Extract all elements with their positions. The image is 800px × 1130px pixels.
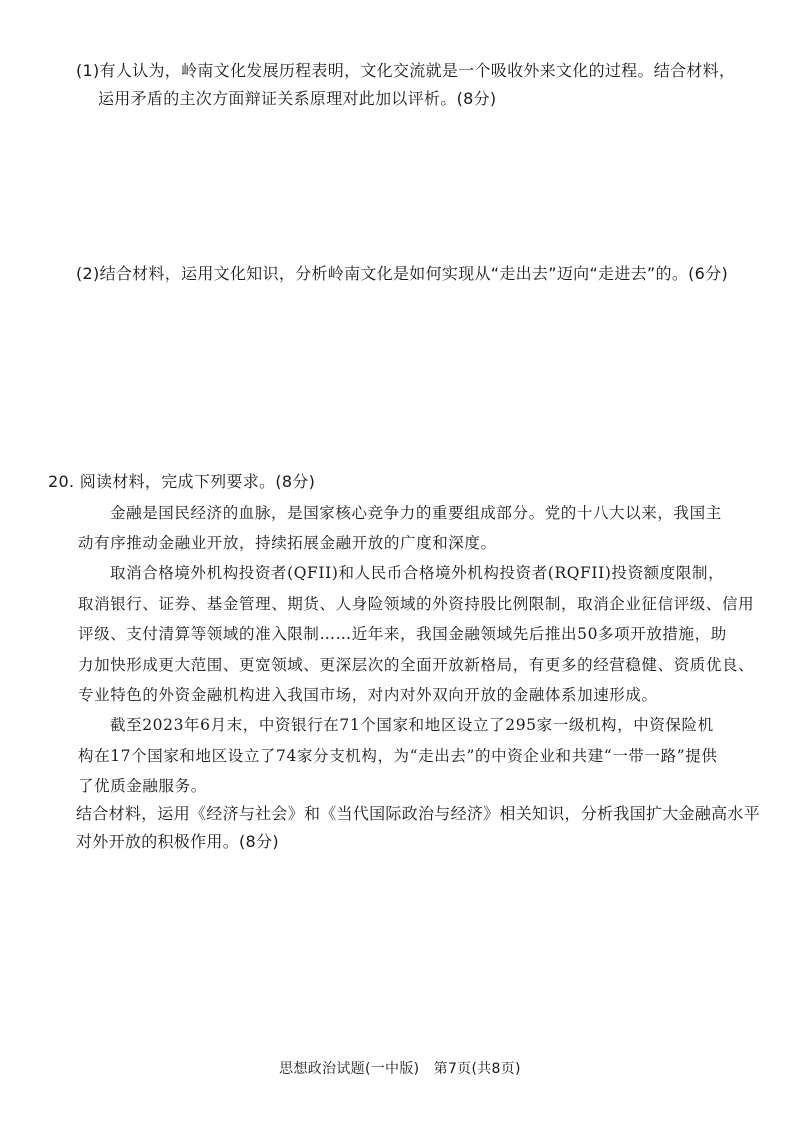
q20-para2-line5: 专业特色的外资金融机构进入我国市场，对内对外双向开放的金融体系加速形成。 (78, 686, 658, 704)
q20-para2-line1: 取消合格境外机构投资者(QFII)和人民币合格境外机构投资者(RQFII)投资额度限制， (110, 564, 725, 582)
q20-question-line1: 结合材料，运用《经济与社会》和《当代国际政治与经济》相关知识，分析我国扩大金融高水平 (76, 804, 760, 823)
q20-para2-line3: 评级、支付清算等领域的准入限制……近年来，我国金融领域先后推出50多项开放措施，助 (78, 625, 727, 643)
q20-para3-line3: 了优质金融服务。 (78, 777, 207, 795)
page-footer: 思想政治试题(一中版) 第7页(共8页) (279, 1061, 521, 1077)
q20-para2-line2: 取消银行、证券、基金管理、期货、人身险领域的外资持股比例限制，取消企业征信评级、信用 (78, 595, 755, 613)
q19-sub1-line1: (1)有人认为，岭南文化发展历程表明，文化交流就是一个吸收外来文化的过程。结合材料， (76, 61, 736, 80)
q20-para2-line4: 力加快形成更大范围、更宽领域、更深层次的全面开放新格局，有更多的经营稳健、资质优良、 (78, 656, 755, 674)
q19-sub1-line2: 运用矛盾的主次方面辩证关系原理对此加以评析。(8分) (98, 89, 497, 108)
q20-para3-line1: 截至2023年6月末，中资银行在71个国家和地区设立了295家一级机构，中资保险机 (110, 716, 714, 734)
q20-para1-line2: 动有序推动金融业开放，持续拓展金融开放的广度和深度。 (78, 534, 497, 552)
q19-sub2-line1: (2)结合材料，运用文化知识，分析岭南文化是如何实现从“走出去”迈向“走进去”的。(6分) (76, 264, 728, 283)
q20-question-line2: 对外开放的积极作用。(8分) (76, 832, 279, 851)
q20-para1-line1: 金融是国民经济的血脉，是国家核心竞争力的重要组成部分。党的十八大以来，我国主 (110, 504, 722, 522)
q20-para3-line2: 构在17个国家和地区设立了74家分支机构，为“走出去”的中资企业和共建“一带一路”提供 (78, 747, 718, 765)
q20-heading: 20. 阅读材料，完成下列要求。(8分) (48, 472, 316, 491)
